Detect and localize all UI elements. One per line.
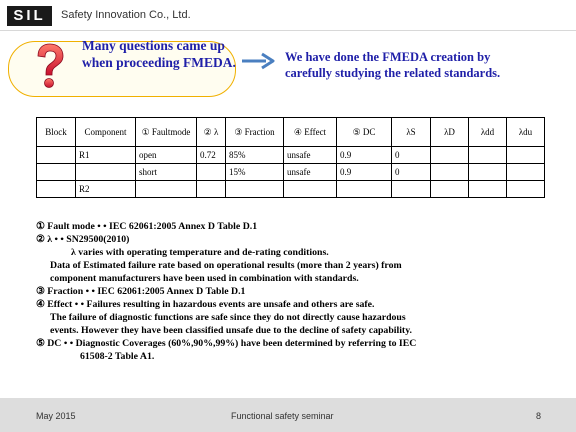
table-cell bbox=[337, 181, 392, 198]
table-cell bbox=[507, 147, 545, 164]
note-effect: ④ Effect • • Failures resulting in hazardous events are unsafe and others are safe. bbox=[36, 299, 375, 310]
table-cell bbox=[392, 181, 431, 198]
col-header-lambda: ② λ bbox=[197, 118, 226, 147]
col-header-faultmode: ① Faultmode bbox=[136, 118, 197, 147]
col-header-component: Component bbox=[76, 118, 136, 147]
table-cell bbox=[469, 147, 507, 164]
page-number: 8 bbox=[536, 411, 542, 421]
table-cell bbox=[76, 164, 136, 181]
table-header-row bbox=[37, 118, 545, 147]
sil-logo: SIL bbox=[7, 6, 52, 26]
table-cell: 0.72 bbox=[197, 147, 226, 164]
table-cell bbox=[431, 181, 469, 198]
col-header-block: Block bbox=[37, 118, 76, 147]
notes-section bbox=[36, 220, 556, 363]
table-cell bbox=[37, 147, 76, 164]
company-name: Safety Innovation Co., Ltd. bbox=[61, 9, 191, 21]
table-cell: 15% bbox=[226, 164, 284, 181]
note-fault-mode: ① Fault mode • • IEC 62061:2005 Annex D Table D.1 bbox=[36, 221, 258, 232]
table-cell bbox=[136, 181, 197, 198]
answer-text bbox=[285, 49, 565, 81]
fmeda-table bbox=[36, 117, 545, 198]
header-divider bbox=[0, 30, 576, 31]
note-lambda: ② λ • • SN29500(2010) bbox=[36, 234, 130, 245]
table-cell: 85% bbox=[226, 147, 284, 164]
col-header-dc: ⑤ DC bbox=[337, 118, 392, 147]
footer-date: May 2015 bbox=[36, 411, 76, 421]
slide-header bbox=[0, 0, 576, 32]
table-cell: 0.9 bbox=[337, 164, 392, 181]
slide-footer bbox=[0, 398, 576, 432]
table-cell: 0 bbox=[392, 147, 431, 164]
table-cell bbox=[469, 181, 507, 198]
table-cell bbox=[431, 164, 469, 181]
question-mark-icon bbox=[33, 43, 67, 89]
table-cell bbox=[37, 181, 76, 198]
table-row bbox=[37, 181, 545, 198]
table-cell bbox=[284, 181, 337, 198]
table-cell bbox=[507, 181, 545, 198]
table-cell: short bbox=[136, 164, 197, 181]
note-effect-detail-cont: events. However they have been classified unsafe due to the decline of safety capability. bbox=[50, 325, 413, 336]
table-cell: unsafe bbox=[284, 147, 337, 164]
table-cell: unsafe bbox=[284, 164, 337, 181]
table-cell bbox=[197, 164, 226, 181]
footer-title: Functional safety seminar bbox=[231, 411, 334, 421]
note-lambda-data-cont: component manufacturers have been used in combination with standards. bbox=[50, 273, 359, 284]
table-cell bbox=[507, 164, 545, 181]
note-fraction: ③ Fraction • • IEC 62061:2005 Annex D Table D.1 bbox=[36, 286, 246, 297]
col-header-lambda-du: λdu bbox=[507, 118, 545, 147]
table-cell bbox=[431, 147, 469, 164]
note-dc-cont: 61508-2 Table A1. bbox=[80, 351, 155, 362]
note-lambda-data: Data of Estimated failure rate based on operational results (more than 2 years) from bbox=[50, 260, 402, 271]
table-cell bbox=[37, 164, 76, 181]
table-cell: 0.9 bbox=[337, 147, 392, 164]
table-cell: R1 bbox=[76, 147, 136, 164]
table-cell bbox=[197, 181, 226, 198]
note-dc: ⑤ DC • • Diagnostic Coverages (60%,90%,99%) have been determined by referring to IEC bbox=[36, 338, 417, 349]
right-arrow-icon bbox=[240, 50, 276, 72]
question-text: Many questions came up when proceeding FMEDA. bbox=[82, 38, 236, 70]
note-lambda-detail: λ varies with operating temperature and de-rating conditions. bbox=[71, 247, 329, 258]
table-row bbox=[37, 164, 545, 181]
answer-line-2: carefully studying the related standards. bbox=[285, 66, 501, 80]
col-header-fraction: ③ Fraction bbox=[226, 118, 284, 147]
table-row bbox=[37, 147, 545, 164]
col-header-effect: ④ Effect bbox=[284, 118, 337, 147]
col-header-lambda-d: λD bbox=[431, 118, 469, 147]
note-effect-detail: The failure of diagnostic functions are safe since they do not directly cause hazardous bbox=[50, 312, 406, 323]
col-header-lambda-dd: λdd bbox=[469, 118, 507, 147]
table-cell bbox=[469, 164, 507, 181]
table-cell: open bbox=[136, 147, 197, 164]
answer-line-1: We have done the FMEDA creation by bbox=[285, 50, 491, 64]
table-cell: 0 bbox=[392, 164, 431, 181]
table-cell: R2 bbox=[76, 181, 136, 198]
col-header-lambda-s: λS bbox=[392, 118, 431, 147]
table-cell bbox=[226, 181, 284, 198]
